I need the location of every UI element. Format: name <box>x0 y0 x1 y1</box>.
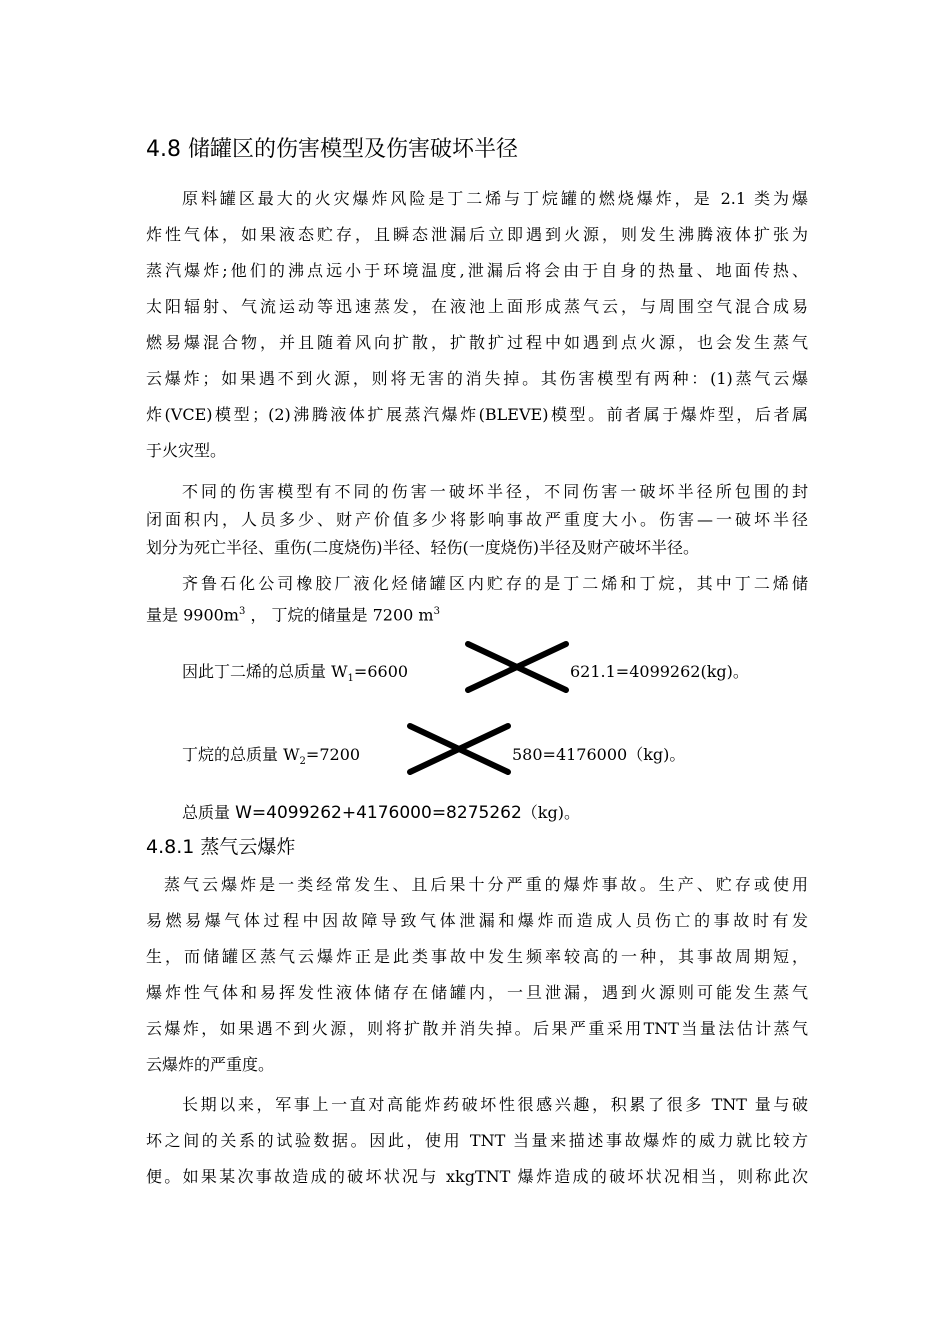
paragraph-line: 燃易爆混合物，并且随着风向扩散，扩散扩过程中如遇到点火源，也会发生蒸气 <box>146 333 808 352</box>
multiplication-cross-icon <box>462 638 572 694</box>
formula-butadiene-mass-right: 621.1=4099262(kg)。 <box>570 662 749 681</box>
paragraph-line: 炸性气体，如果液态贮存，且瞬态泄漏后立即遇到火源，则发生沸腾液体扩张为 <box>146 225 808 244</box>
paragraph-line: 蒸汽爆炸;他们的沸点远小于环境温度,泄漏后将会由于自身的热量、地面传热、 <box>146 261 808 280</box>
paragraph-line: 不同的伤害模型有不同的伤害一破坏半径，不同伤害一破坏半径所包围的封 <box>182 482 808 501</box>
paragraph-damage-radius <box>146 478 808 562</box>
formula-butane-mass-right: 580=4176000（kg)。 <box>512 745 686 764</box>
paragraph-fire-explosion-risk <box>146 181 808 469</box>
paragraph-line: 量是 $9900m^3$ ， 丁烷的储量是 7200 $m^3$ <box>146 605 440 625</box>
paragraph-line: 原料罐区最大的火灾爆炸风险是丁二烯与丁烷罐的燃烧爆炸，是 2.1 类为爆 <box>182 189 808 208</box>
paragraph-line: 坏之间的关系的试验数据。因此，使用 TNT 当量来描述事故爆炸的威力就比较方 <box>146 1131 808 1150</box>
paragraph-line: 太阳辐射、气流运动等迅速蒸发，在液池上面形成蒸气云，与周围空气混合成易 <box>146 297 808 316</box>
multiplication-cross-icon <box>404 720 514 776</box>
paragraph-line: 炸(VCE)模型；(2)沸腾液体扩展蒸汽爆炸(BLEVE)模型。前者属于爆炸型，后者属 <box>146 405 808 424</box>
paragraph-line: 便。如果某次事故造成的破坏状况与 xkgTNT 爆炸造成的破坏状况相当，则称此次 <box>146 1167 808 1186</box>
section-heading-4-8: 4.8 储罐区的伤害模型及伤害破坏半径 <box>146 137 518 162</box>
paragraph-line: 闭面积内，人员多少、财产价值多少将影响事故严重度大小。伤害—一破坏半径 <box>146 510 808 529</box>
formula-butadiene-mass-left: 因此丁二烯的总质量 $W_1=6600$ <box>182 662 409 685</box>
paragraph-vapor-cloud-explosion <box>146 867 808 1083</box>
paragraph-storage-quantities <box>146 570 808 626</box>
paragraph-line: 云爆炸的严重度。 <box>146 1055 275 1074</box>
paragraph-line: 云爆炸，如果遇不到火源，则将扩散并消失掉。后果严重采用TNT当量法估计蒸气 <box>146 1019 808 1038</box>
paragraph-line: 爆炸性气体和易挥发性液体储存在储罐内，一旦泄漏，遇到火源则可能发生蒸气 <box>146 983 808 1002</box>
paragraph-line: 划分为死亡半径、重伤(二度烧伤)半径、轻伤(一度烧伤)半径及财产破坏半径。 <box>146 538 699 557</box>
paragraph-line: 云爆炸；如果遇不到火源，则将无害的消失掉。其伤害模型有两种：(1)蒸气云爆 <box>146 369 808 388</box>
formula-butane-mass-left: 丁烷的总质量 $W_2=7200$ <box>182 745 361 768</box>
paragraph-line: 于火灾型。 <box>146 441 227 460</box>
paragraph-tnt-equivalent <box>146 1087 808 1195</box>
paragraph-line: 易燃易爆气体过程中因故障导致气体泄漏和爆炸而造成人员伤亡的事故时有发 <box>146 911 808 930</box>
paragraph-line: 生，而储罐区蒸气云爆炸正是此类事故中发生频率较高的一种，其事故周期短， <box>146 947 808 966</box>
paragraph-line: 齐鲁石化公司橡胶厂液化烃储罐区内贮存的是丁二烯和丁烷，其中丁二烯储 <box>182 574 808 593</box>
paragraph-line: 蒸气云爆炸是一类经常发生、且后果十分严重的爆炸事故。生产、贮存或使用 <box>164 875 808 894</box>
formula-total-mass: 总质量 W=4099262+4176000=8275262（kg)。 <box>182 803 580 823</box>
section-heading-4-8-1: 4.8.1 蒸气云爆炸 <box>146 836 296 858</box>
paragraph-line: 长期以来，军事上一直对高能炸药破坏性很感兴趣，积累了很多 TNT 量与破 <box>182 1095 808 1114</box>
